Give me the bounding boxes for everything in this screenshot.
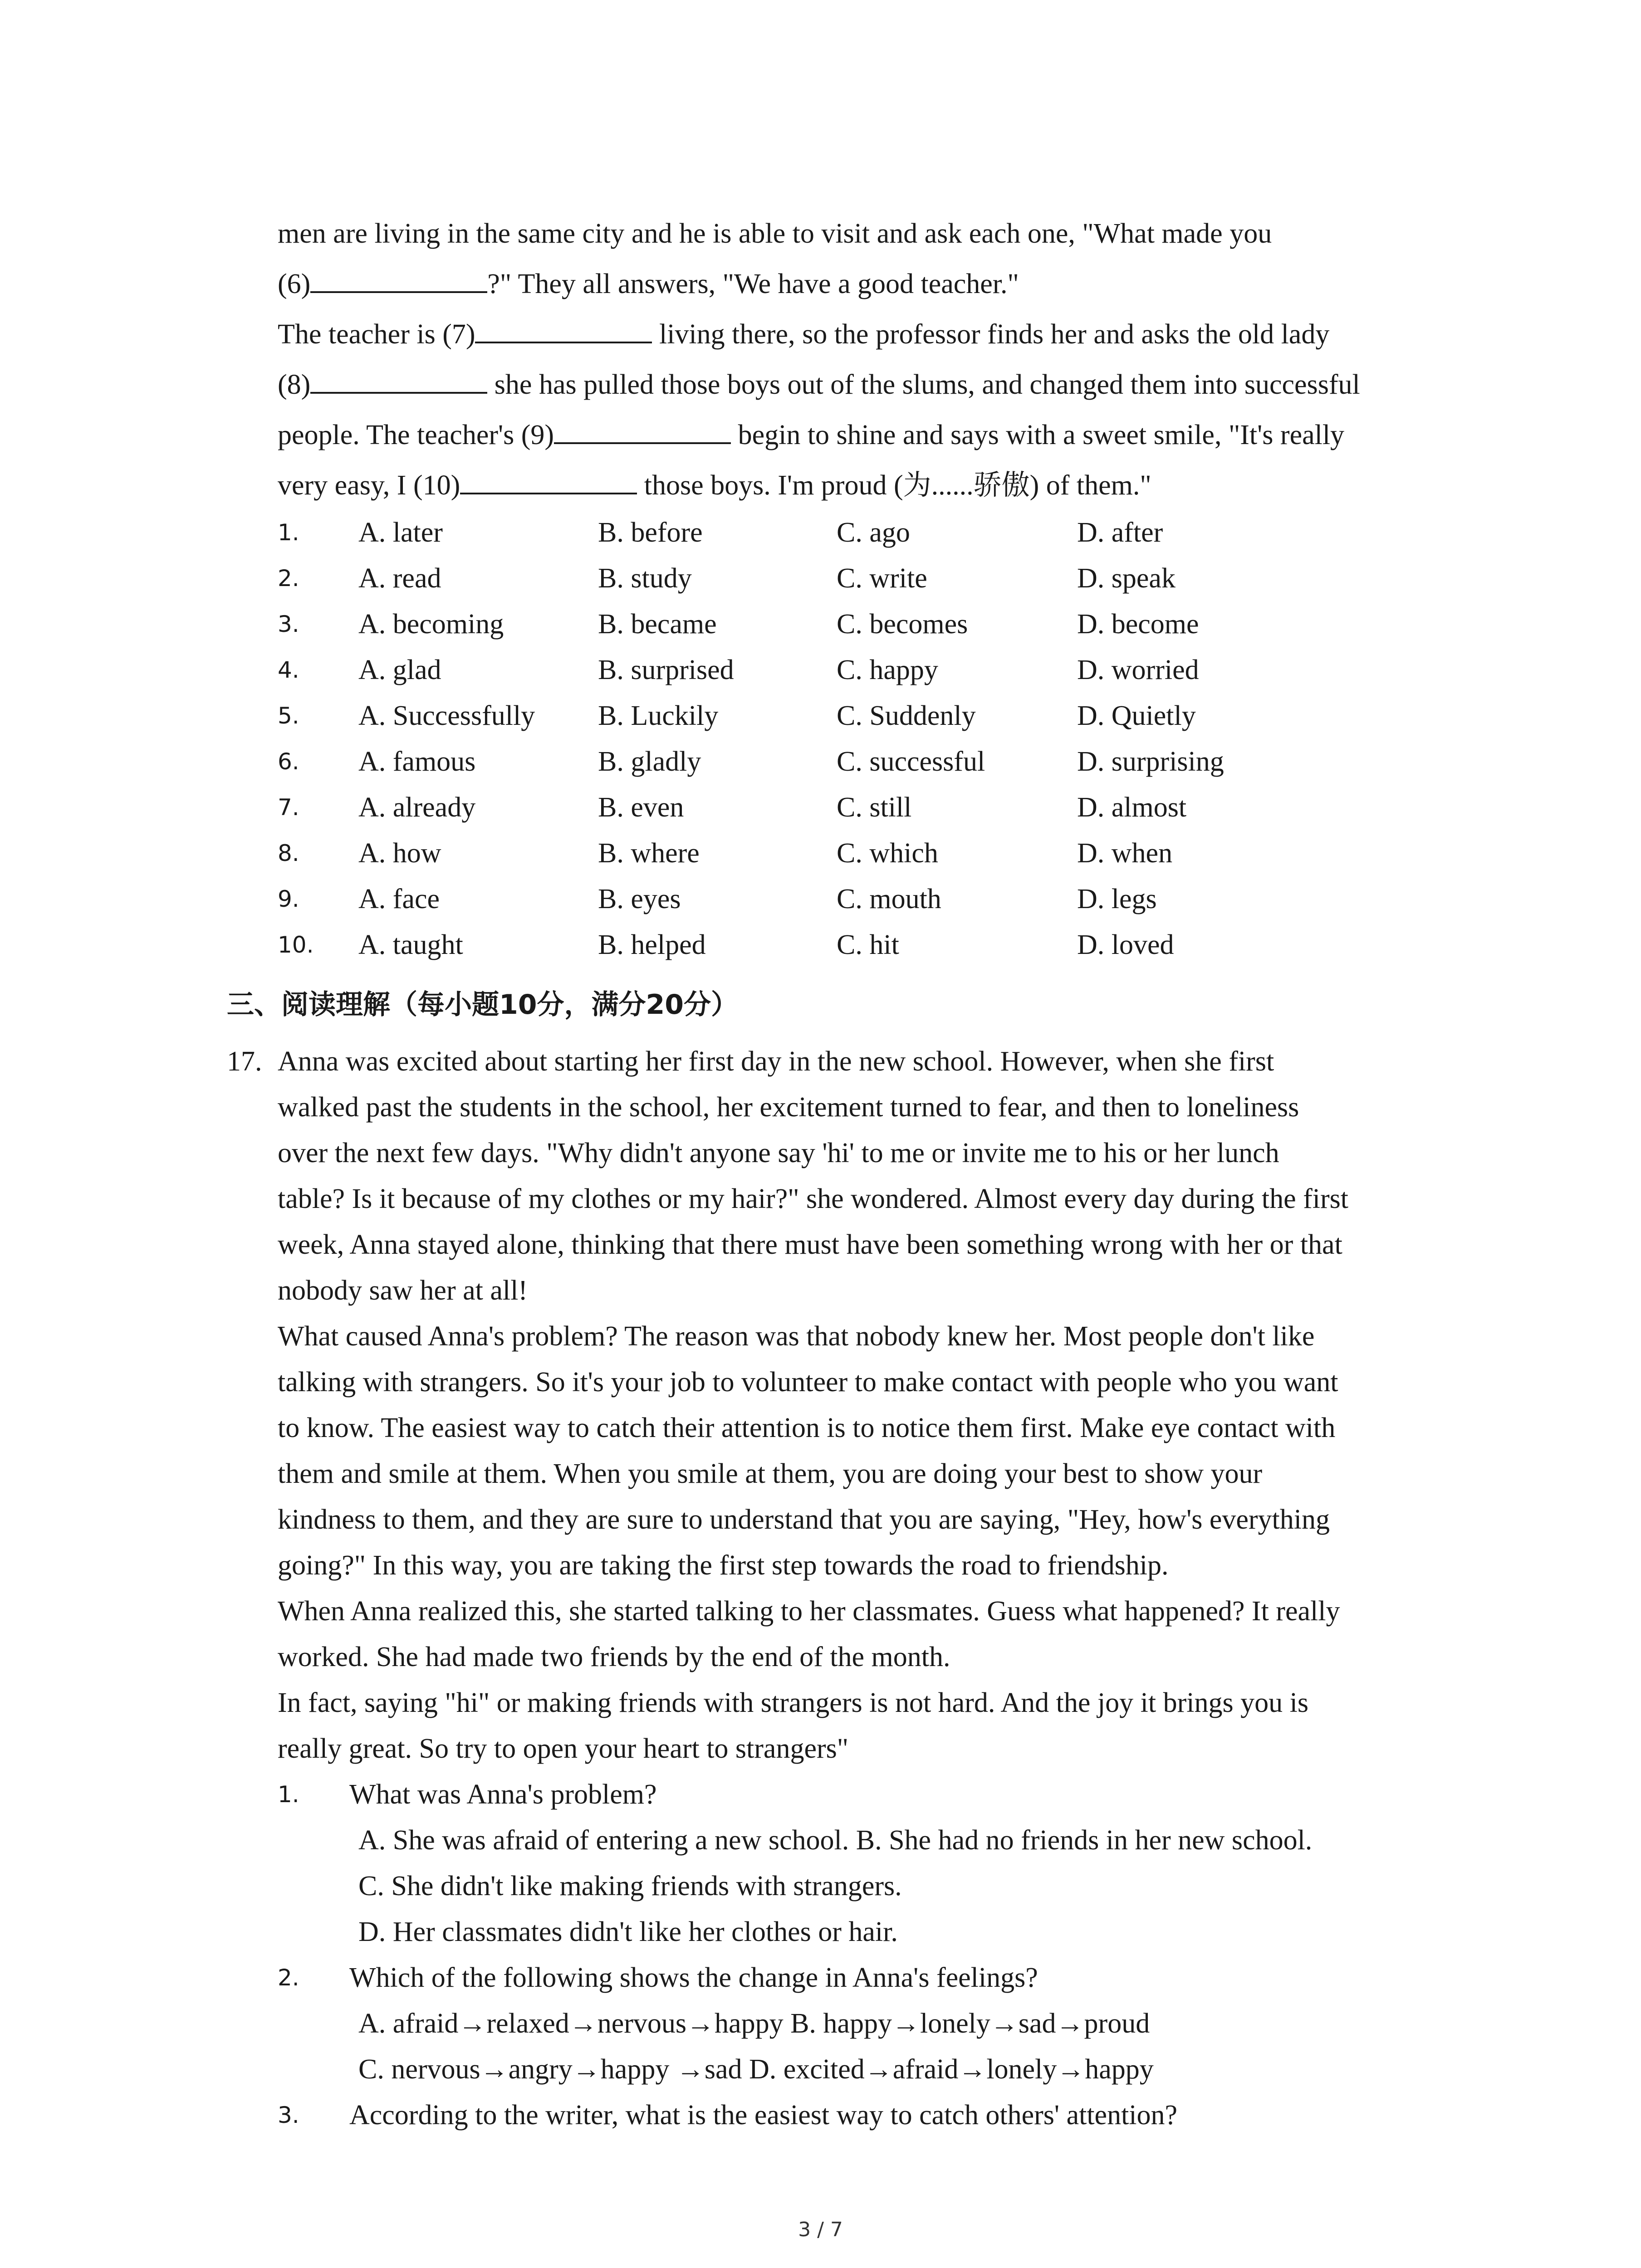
sub-question xyxy=(278,2092,1457,2138)
reading-line: walked past the students in the school, her excitement turned to fear, and then to loneliness xyxy=(278,1092,1299,1123)
sub-question xyxy=(278,1955,1457,2001)
passage-text: begin to shine and says with a sweet smile, "It's really xyxy=(731,420,1345,450)
option-a[interactable]: A. Successfully xyxy=(358,700,535,731)
reading-line: When Anna realized this, she started talking to her classmates. Guess what happened? It really xyxy=(278,1596,1340,1627)
option-c[interactable]: C. becomes xyxy=(837,609,968,640)
passage-line xyxy=(278,410,1457,460)
answer-option[interactable]: C. nervous→angry→happy →sad D. excited→afraid→lonely→happy xyxy=(358,2054,1154,2085)
answer-blank[interactable] xyxy=(460,469,637,494)
option-number: 2. xyxy=(278,565,299,591)
answer-option[interactable]: D. Her classmates didn't like her clothes or hair. xyxy=(358,1916,898,1947)
page-number: 3 / 7 xyxy=(798,2218,843,2241)
option-a[interactable]: A. face xyxy=(358,884,440,914)
section-heading: 三、阅读理解（每小题10分，满分20分） xyxy=(227,989,738,1021)
option-a[interactable]: A. read xyxy=(358,563,441,594)
option-row xyxy=(278,739,1457,785)
option-number: 8. xyxy=(278,840,299,866)
reading-line: going?" In this way, you are taking the first step towards the road to friendship. xyxy=(278,1550,1169,1581)
passage-line xyxy=(278,209,1457,259)
option-d[interactable]: D. become xyxy=(1077,609,1199,640)
reading-line: over the next few days. "Why didn't anyone say 'hi' to me or invite me to his or her lunch xyxy=(278,1138,1279,1168)
option-c[interactable]: C. happy xyxy=(837,655,938,685)
passage-text: (8) xyxy=(278,369,311,400)
reading-line: Anna was excited about starting her first day in the new school. However, when she first xyxy=(278,1046,1274,1077)
option-b[interactable]: B. before xyxy=(598,517,703,548)
reading-line: talking with strangers. So it's your job to volunteer to make contact with people who you want xyxy=(278,1367,1338,1398)
option-number: 4. xyxy=(278,657,299,683)
option-c[interactable]: C. hit xyxy=(837,929,899,960)
option-row xyxy=(278,785,1457,831)
reading-line: table? Is it because of my clothes or my hair?" she wondered. Almost every day during the first xyxy=(278,1183,1348,1214)
sub-question-text: What was Anna's problem? xyxy=(349,1779,657,1810)
option-number: 9. xyxy=(278,886,299,912)
answer-option[interactable]: A. She was afraid of entering a new school. B. She had no friends in her new school. xyxy=(358,1825,1313,1856)
option-d[interactable]: D. worried xyxy=(1077,655,1199,685)
passage-text: The teacher is (7) xyxy=(278,319,475,350)
question-number: 17. xyxy=(227,1046,262,1077)
option-c[interactable]: C. mouth xyxy=(837,884,941,914)
option-d[interactable]: D. legs xyxy=(1077,884,1157,914)
passage-line xyxy=(278,460,1457,511)
option-b[interactable]: B. where xyxy=(598,838,700,869)
option-a[interactable]: A. how xyxy=(358,838,441,869)
option-c[interactable]: C. write xyxy=(837,563,927,594)
option-b[interactable]: B. eyes xyxy=(598,884,681,914)
option-number: 10. xyxy=(278,932,314,958)
sub-question-text: Which of the following shows the change in Anna's feelings? xyxy=(349,1962,1038,1993)
reading-line: worked. She had made two friends by the end of the month. xyxy=(278,1642,950,1672)
option-a[interactable]: A. becoming xyxy=(358,609,504,640)
sub-questions xyxy=(278,1772,1457,2138)
option-b[interactable]: B. even xyxy=(598,792,684,823)
passage-text: living there, so the professor finds her and asks the old lady xyxy=(652,319,1330,350)
option-d[interactable]: D. Quietly xyxy=(1077,700,1196,731)
option-row xyxy=(278,693,1457,739)
passage-line xyxy=(278,360,1457,410)
option-c[interactable]: C. still xyxy=(837,792,912,823)
cloze-options-table xyxy=(278,510,1457,968)
cloze-passage xyxy=(278,209,1457,511)
option-row xyxy=(278,922,1457,968)
passage-line xyxy=(278,259,1457,309)
passage-text: (6) xyxy=(278,269,311,299)
option-b[interactable]: B. gladly xyxy=(598,746,701,777)
option-d[interactable]: D. surprising xyxy=(1077,746,1224,777)
sub-question-number: 2. xyxy=(278,1965,299,1991)
reading-line: In fact, saying "hi" or making friends with strangers is not hard. And the joy it brings you is xyxy=(278,1687,1308,1718)
option-b[interactable]: B. helped xyxy=(598,929,706,960)
passage-text: people. The teacher's (9) xyxy=(278,420,554,450)
option-a[interactable]: A. already xyxy=(358,792,476,823)
reading-line: to know. The easiest way to catch their attention is to notice them first. Make eye contact with xyxy=(278,1413,1336,1443)
sub-question-number: 3. xyxy=(278,2102,299,2128)
sub-question xyxy=(278,1772,1457,1818)
option-number: 1. xyxy=(278,519,299,546)
reading-line: What caused Anna's problem? The reason was that nobody knew her. Most people don't like xyxy=(278,1321,1315,1352)
passage-text: very easy, I (10) xyxy=(278,470,460,501)
reading-line: really great. So try to open your heart to strangers" xyxy=(278,1733,849,1764)
reading-line: kindness to them, and they are sure to understand that you are saying, "Hey, how's everything xyxy=(278,1504,1330,1535)
answer-option[interactable]: C. She didn't like making friends with strangers. xyxy=(358,1871,902,1901)
passage-text: men are living in the same city and he is able to visit and ask each one, "What made you xyxy=(278,218,1272,249)
option-c[interactable]: C. Suddenly xyxy=(837,700,976,731)
reading-line: them and smile at them. When you smile at them, you are doing your best to show your xyxy=(278,1458,1263,1489)
answer-blank[interactable] xyxy=(475,318,652,343)
option-number: 5. xyxy=(278,703,299,729)
answer-blank[interactable] xyxy=(310,368,487,394)
option-b[interactable]: B. surprised xyxy=(598,655,734,685)
option-number: 6. xyxy=(278,748,299,775)
option-a[interactable]: A. later xyxy=(358,517,443,548)
option-a[interactable]: A. glad xyxy=(358,655,441,685)
option-row xyxy=(278,647,1457,693)
option-row xyxy=(278,831,1457,876)
option-c[interactable]: C. successful xyxy=(837,746,985,777)
option-d[interactable]: D. when xyxy=(1077,838,1173,869)
passage-text: ?" They all answers, "We have a good teacher." xyxy=(487,269,1019,299)
answer-option[interactable]: A. afraid→relaxed→nervous→happy B. happy→lonely→sad→proud xyxy=(358,2008,1150,2039)
option-row xyxy=(278,876,1457,922)
option-d[interactable]: D. speak xyxy=(1077,563,1176,594)
passage-text: those boys. I'm proud (为......骄傲) of them." xyxy=(637,470,1151,501)
answer-blank[interactable] xyxy=(310,268,487,293)
sub-question-text: According to the writer, what is the easiest way to catch others' attention? xyxy=(349,2100,1178,2131)
option-c[interactable]: C. which xyxy=(837,838,938,869)
answer-blank[interactable] xyxy=(554,419,731,444)
option-number: 3. xyxy=(278,611,299,637)
passage-text: she has pulled those boys out of the slums, and changed them into successful xyxy=(487,369,1360,400)
option-number: 7. xyxy=(278,794,299,821)
option-b[interactable]: B. Luckily xyxy=(598,700,719,731)
option-d[interactable]: D. almost xyxy=(1077,792,1187,823)
reading-line: nobody saw her at all! xyxy=(278,1275,528,1306)
option-b[interactable]: B. study xyxy=(598,563,692,594)
sub-question-number: 1. xyxy=(278,1781,299,1808)
option-row xyxy=(278,510,1457,556)
option-a[interactable]: A. famous xyxy=(358,746,476,777)
option-d[interactable]: D. loved xyxy=(1077,929,1174,960)
reading-line: week, Anna stayed alone, thinking that there must have been something wrong with her or that xyxy=(278,1229,1342,1260)
option-row xyxy=(278,556,1457,601)
option-b[interactable]: B. became xyxy=(598,609,717,640)
reading-passage xyxy=(278,1039,1457,1772)
option-row xyxy=(278,601,1457,647)
option-c[interactable]: C. ago xyxy=(837,517,910,548)
option-d[interactable]: D. after xyxy=(1077,517,1163,548)
option-a[interactable]: A. taught xyxy=(358,929,463,960)
passage-line xyxy=(278,309,1457,360)
